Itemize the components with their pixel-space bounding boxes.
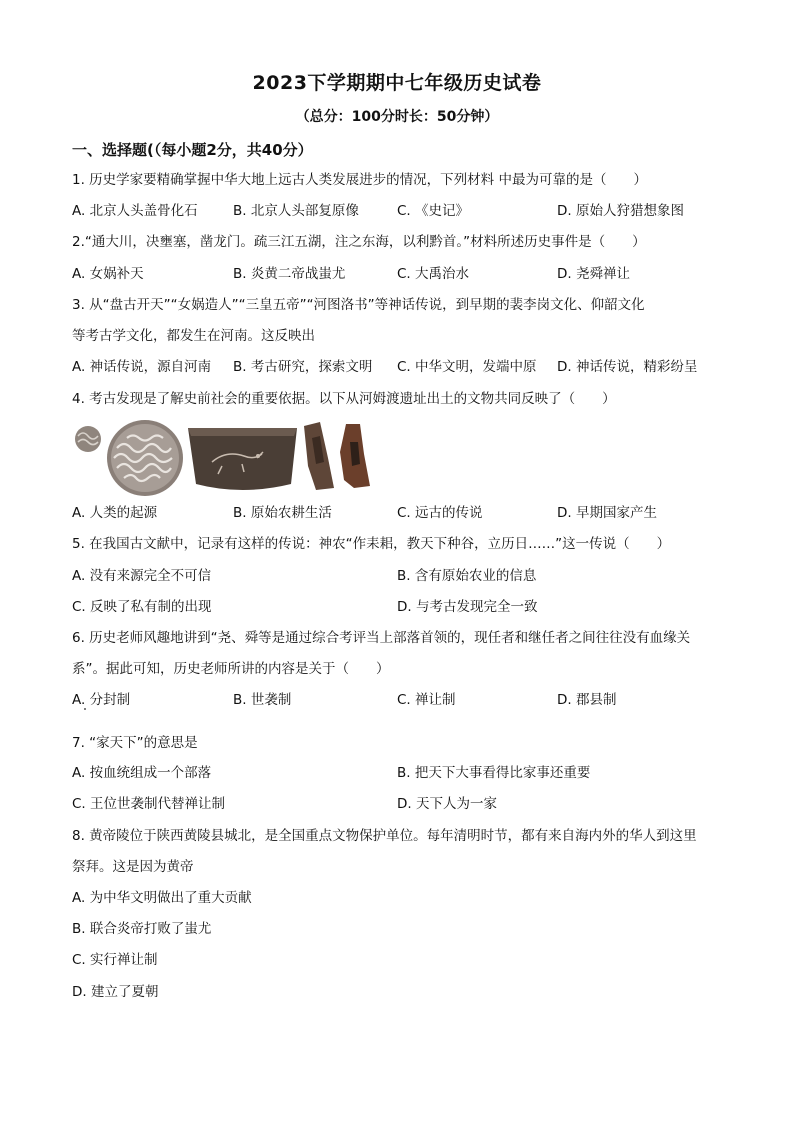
q1-option-b: B. 北京人头部复原像 xyxy=(233,203,359,219)
artifact-small-disc xyxy=(75,426,101,452)
q5-option-a: A. 没有来源完全不可信 xyxy=(72,568,212,584)
question-6-stem-line1: 6. 历史老师风趣地讲到“尧、舜等是通过综合考评当上部落首领的，现任者和继任者之间往往没有血缘关 xyxy=(72,630,691,646)
question-8-stem-line1: 8. 黄帝陵位于陕西黄陵县城北，是全国重点文物保护单位。每年清明时节，都有来自海内外的华人到这里 xyxy=(72,828,697,844)
q4-option-a: A. 人类的起源 xyxy=(72,505,158,521)
q7-option-c: C. 王位世袭制代替禅让制 xyxy=(72,796,226,812)
artifact-bone-spades xyxy=(304,422,370,490)
q3-option-b: B. 考古研究，探索文明 xyxy=(233,359,373,375)
page-subtitle: （总分：100分时长：50分钟） xyxy=(295,109,499,125)
question-3-stem-line1: 3. 从“盘古开天”“女娲造人”“三皇五帝”“河图洛书”等神话传说，到早期的裴李岗文化、仰韶文化 xyxy=(72,297,645,313)
question-5-stem: 5. 在我国古文献中，记录有这样的传说：神农“作耒耜，教天下种谷，立历日……”这一传说（ ） xyxy=(72,536,671,552)
question-3-stem-line2: 等考古学文化，都发生在河南。这反映出 xyxy=(72,328,315,344)
artifact-pottery-bowl xyxy=(188,428,297,490)
hemudu-artifacts-image xyxy=(72,418,372,498)
q5-option-c: C. 反映了私有制的出现 xyxy=(72,599,212,615)
q5-option-d: D. 与考古发现完全一致 xyxy=(397,599,538,615)
q6-option-b: B. 世袭制 xyxy=(233,692,292,708)
section-heading: 一、选择题(（每小题2分，共40分） xyxy=(72,141,313,159)
q8-option-d: D. 建立了夏朝 xyxy=(72,984,159,1000)
q2-option-b: B. 炎黄二帝战蚩尤 xyxy=(233,266,346,282)
q6-option-a: A. 分封制 xyxy=(72,692,131,708)
question-8-stem-line2: 祭拜。这是因为黄帝 xyxy=(72,859,194,875)
q6-option-c: C. 禅让制 xyxy=(397,692,456,708)
q5-option-b: B. 含有原始农业的信息 xyxy=(397,568,537,584)
question-2-stem: 2.“通大川，决壅塞，凿龙门。疏三江五湖，注之东海，以利黔首。”材料所述历史事件是（ ） xyxy=(72,234,646,250)
stray-dot xyxy=(84,708,86,710)
q1-option-a: A. 北京人头盖骨化石 xyxy=(72,203,198,219)
q2-option-c: C. 大禹治水 xyxy=(397,266,470,282)
q2-option-d: D. 尧舜禅让 xyxy=(557,266,630,282)
q1-option-d: D. 原始人狩猎想象图 xyxy=(557,203,684,219)
question-6-stem-line2: 系”。据此可知，历史老师所讲的内容是关于（ ） xyxy=(72,661,390,677)
q7-option-d: D. 天下人为一家 xyxy=(397,796,497,812)
artifact-large-disc xyxy=(107,420,183,496)
q1-option-c: C. 《史记》 xyxy=(397,203,470,219)
q3-option-d: D. 神话传说，精彩纷呈 xyxy=(557,359,698,375)
q8-option-b: B. 联合炎帝打败了蚩尤 xyxy=(72,921,212,937)
q3-option-c: C. 中华文明，发端中原 xyxy=(397,359,537,375)
q2-option-a: A. 女娲补天 xyxy=(72,266,144,282)
q8-option-a: A. 为中华文明做出了重大贡献 xyxy=(72,890,252,906)
q7-option-b: B. 把天下大事看得比家事还重要 xyxy=(397,765,591,781)
page-title: 2023下学期期中七年级历史试卷 xyxy=(252,72,542,94)
q8-option-c: C. 实行禅让制 xyxy=(72,952,158,968)
question-4-stem: 4. 考古发现是了解史前社会的重要依据。以下从河姆渡遗址出土的文物共同反映了（ ） xyxy=(72,391,616,407)
q7-option-a: A. 按血统组成一个部落 xyxy=(72,765,212,781)
q3-option-a: A. 神话传说，源自河南 xyxy=(72,359,212,375)
question-1-stem: 1. 历史学家要精确掌握中华大地上远古人类发展进步的情况，下列材料 中最为可靠的是（ ） xyxy=(72,172,647,188)
q4-option-d: D. 早期国家产生 xyxy=(557,505,657,521)
q6-option-d: D. 郡县制 xyxy=(557,692,617,708)
q4-option-c: C. 远古的传说 xyxy=(397,505,483,521)
q4-option-b: B. 原始农耕生活 xyxy=(233,505,332,521)
question-7-stem: 7. “家天下”的意思是 xyxy=(72,735,198,751)
